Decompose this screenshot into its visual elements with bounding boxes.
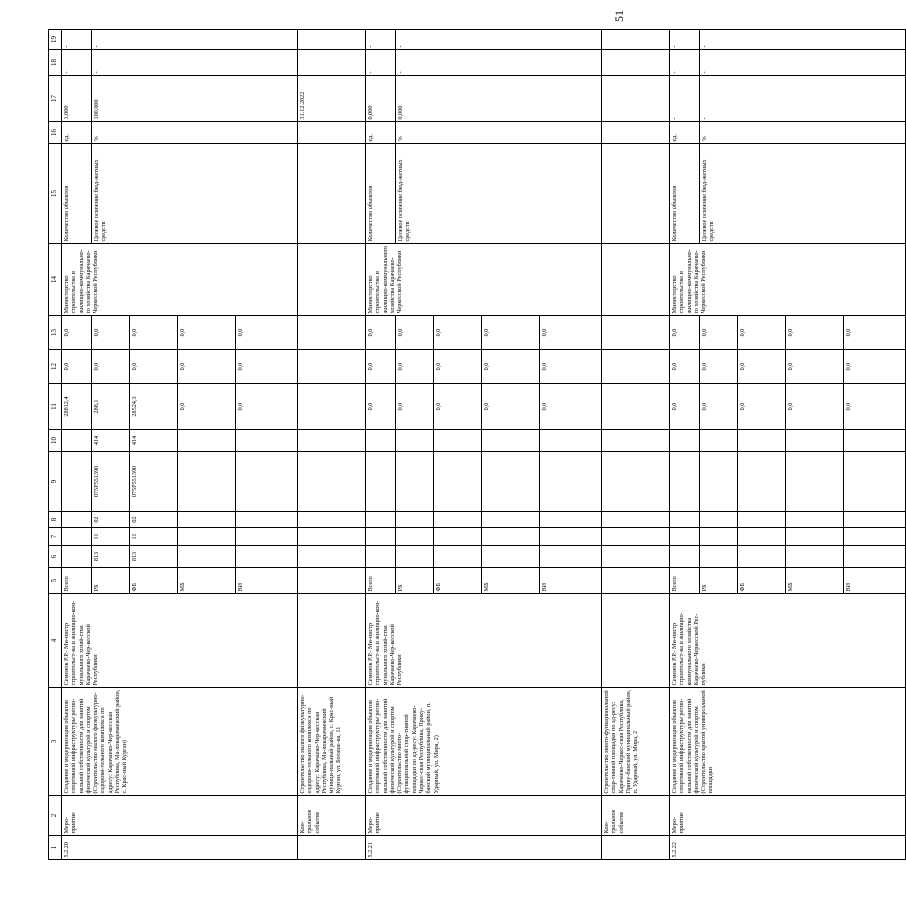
indicator-value: 0,000 [396, 76, 602, 122]
budget-code [236, 512, 298, 528]
amount-cell: 0,0 [434, 350, 482, 384]
budget-code [670, 512, 700, 528]
indicator-value: - [92, 50, 298, 76]
amount-cell: 0,0 [366, 316, 396, 350]
indicator-name: Целевое освоение бюд-жетных средств [92, 144, 298, 244]
budget-code [434, 512, 482, 528]
budget-code [700, 430, 738, 452]
budget-code [540, 430, 602, 452]
budget-code [738, 512, 786, 528]
budget-code [786, 430, 844, 452]
funding-source: ВИ [236, 568, 298, 594]
empty-cell [602, 30, 670, 50]
amount-cell: 0,0 [236, 384, 298, 430]
budget-code: 414 [130, 430, 178, 452]
empty-cell [298, 30, 366, 50]
amount-cell: 0,0 [92, 316, 130, 350]
budget-code [62, 430, 92, 452]
amount-cell: 0,0 [62, 316, 92, 350]
amount-cell: 0,0 [396, 350, 434, 384]
budget-code [844, 546, 906, 568]
budget-code [366, 452, 396, 512]
budget-code [62, 512, 92, 528]
indicator-value: - [670, 76, 700, 122]
responsible-person: Семенов Р.Р.- Ми-нистр строительст-ва и жилищно-коммунального хозяйства Карачаево-Черкесской Рес-публики [670, 594, 906, 688]
col-header: 5 [49, 568, 62, 594]
budget-code [482, 546, 540, 568]
budget-code [396, 452, 434, 512]
budget-code: 11 [130, 528, 178, 546]
budget-code [178, 430, 236, 452]
col-header: 16 [49, 122, 62, 144]
budget-code [700, 546, 738, 568]
empty-cell [602, 316, 670, 350]
row-number [298, 836, 366, 860]
indicator-unit: ед. [62, 122, 92, 144]
indicator-value: - [366, 50, 396, 76]
amount-cell: 0,0 [130, 316, 178, 350]
empty-cell [298, 316, 366, 350]
indicator-value: 1,000 [62, 76, 92, 122]
indicator-value: - [700, 30, 906, 50]
funding-source: РБ [700, 568, 738, 594]
funding-source: ВИ [540, 568, 602, 594]
indicator-name: Количество объектов [366, 144, 396, 244]
col-header: 10 [49, 430, 62, 452]
budget-code [482, 512, 540, 528]
indicator-unit: % [700, 122, 906, 144]
empty-cell [602, 384, 670, 430]
empty-cell [298, 528, 366, 546]
col-header: 19 [49, 30, 62, 50]
indicator-value: - [62, 30, 92, 50]
budget-code [844, 512, 906, 528]
indicator-name: Количество объектов [670, 144, 700, 244]
budget-code: 02 [130, 512, 178, 528]
budget-code [62, 452, 92, 512]
indicator-value: - [670, 50, 700, 76]
budget-code [786, 528, 844, 546]
amount-cell: 0,0 [366, 350, 396, 384]
amount-cell: 0,0 [178, 384, 236, 430]
indicator-name: Целевое освоение бюд-жетных средств [700, 144, 906, 244]
col-header: 6 [49, 546, 62, 568]
amount-cell: 0,0 [844, 316, 906, 350]
indicator-value: - [366, 30, 396, 50]
row-type: Меро-приятие [62, 796, 298, 836]
indicator-value: - [62, 50, 92, 76]
empty-cell [602, 528, 670, 546]
empty-cell [602, 244, 670, 316]
amount-cell: 0,0 [670, 316, 700, 350]
amount-cell: 0,0 [92, 350, 130, 384]
col-header: 12 [49, 350, 62, 384]
budget-code [62, 546, 92, 568]
budget-code [236, 528, 298, 546]
budget-code [540, 512, 602, 528]
budget-code [236, 452, 298, 512]
budget-code [786, 452, 844, 512]
funding-source: ФБ [130, 568, 178, 594]
empty-cell [298, 512, 366, 528]
amount-cell: 0,0 [540, 316, 602, 350]
amount-cell: 0,0 [434, 316, 482, 350]
amount-cell: 0,0 [738, 350, 786, 384]
budget-code [844, 528, 906, 546]
responsible-person: Семенов Р.Р.- Ми-нистр строительст-ва и жилищно-ком-мунального хозяй-ства Карачаево-Чер-кесской Республики [62, 594, 298, 688]
amount-cell: 28524,3 [130, 384, 178, 430]
budget-code [700, 452, 738, 512]
empty-cell [602, 144, 670, 244]
row-number: 5.2.21 [366, 836, 602, 860]
budget-code [396, 430, 434, 452]
indicator-unit: ед. [670, 122, 700, 144]
budget-code: 02 [92, 512, 130, 528]
budget-code [178, 546, 236, 568]
indicator-unit: ед. [366, 122, 396, 144]
budget-code [700, 512, 738, 528]
budget-code [844, 430, 906, 452]
funding-source: РБ [92, 568, 130, 594]
budget-code: 414 [92, 430, 130, 452]
col-header: 7 [49, 528, 62, 546]
budget-code [670, 546, 700, 568]
col-header: 13 [49, 316, 62, 350]
budget-code [62, 528, 92, 546]
row-number: 5.2.20 [62, 836, 298, 860]
amount-cell: 0,0 [130, 350, 178, 384]
amount-cell: 0,0 [700, 384, 738, 430]
col-header: 17 [49, 76, 62, 122]
budget-code: 11 [92, 528, 130, 546]
budget-code [366, 512, 396, 528]
amount-cell: 0,0 [178, 350, 236, 384]
table-row [298, 30, 366, 860]
col-header: 14 [49, 244, 62, 316]
row-number: 5.2.22 [670, 836, 906, 860]
budget-code [844, 452, 906, 512]
funding-source: ВИ [844, 568, 906, 594]
indicator-name: Целевое освоение бюд-жетных средств [396, 144, 602, 244]
row-type: Кон-трольное событие [602, 796, 670, 836]
empty-cell [602, 568, 670, 594]
amount-cell: 0,0 [434, 384, 482, 430]
budget-code: 813 [92, 546, 130, 568]
col-header: 4 [49, 594, 62, 688]
control-date: 31.12.2022 [298, 76, 366, 122]
row-description: Строительство малого физкультурно-оздорови-тельного комплекса по адресу: Карачаево-Чер-кесская Республика, Ма-локарачаевский муници-пальный район, с. Крас-ный Курган, ул. Боташе-ва, 11 [298, 688, 366, 796]
program-table [48, 29, 906, 860]
amount-cell: 0,0 [236, 316, 298, 350]
amount-cell: 0,0 [178, 316, 236, 350]
budget-code [178, 512, 236, 528]
row-number [602, 836, 670, 860]
budget-code [482, 452, 540, 512]
budget-code [738, 430, 786, 452]
empty-cell [298, 452, 366, 512]
table-row [62, 30, 92, 860]
budget-code: 075P551390 [92, 452, 130, 512]
empty-cell [298, 384, 366, 430]
indicator-value: 100,000 [92, 76, 298, 122]
empty-cell [298, 546, 366, 568]
empty-cell [298, 244, 366, 316]
funding-source: ФБ [738, 568, 786, 594]
row-type: Меро-приятие [670, 796, 906, 836]
table-row [366, 30, 396, 860]
funding-source: Всего [366, 568, 396, 594]
empty-cell [602, 452, 670, 512]
budget-code [396, 528, 434, 546]
budget-code [366, 430, 396, 452]
empty-cell [602, 594, 670, 688]
budget-code [738, 452, 786, 512]
indicator-value: - [670, 30, 700, 50]
indicator-unit: % [396, 122, 602, 144]
amount-cell: 0,0 [670, 350, 700, 384]
amount-cell: 0,0 [670, 384, 700, 430]
amount-cell: 0,0 [786, 384, 844, 430]
indicator-value: - [396, 30, 602, 50]
col-header: 8 [49, 512, 62, 528]
indicator-unit: % [92, 122, 298, 144]
budget-code [482, 528, 540, 546]
rotated-page [48, 30, 852, 860]
control-date [602, 76, 670, 122]
empty-cell [298, 144, 366, 244]
budget-code [178, 452, 236, 512]
amount-cell: 0,0 [844, 350, 906, 384]
responsible-person: Семенов Р.Р.- Ми-нистр строительст-ва и жилищно-ком-мунального хозяй-ства Карачаево-Чер-кесской Республики [366, 594, 602, 688]
budget-code [236, 430, 298, 452]
amount-cell: 28812,4 [62, 384, 92, 430]
budget-code [434, 528, 482, 546]
budget-code [540, 452, 602, 512]
budget-code [434, 452, 482, 512]
budget-code: 813 [130, 546, 178, 568]
amount-cell: 0,0 [786, 350, 844, 384]
amount-cell: 0,0 [540, 350, 602, 384]
amount-cell: 288,1 [92, 384, 130, 430]
budget-code: 075P551390 [130, 452, 178, 512]
executor: Министерство строительства и жилищно-коммунально-го хозяйства Карачаево-Черкесской Республики [670, 244, 906, 316]
budget-code [786, 512, 844, 528]
funding-source: РБ [396, 568, 434, 594]
empty-cell [298, 430, 366, 452]
funding-source: МБ [178, 568, 236, 594]
col-header: 15 [49, 144, 62, 244]
budget-code [236, 546, 298, 568]
amount-cell: 0,0 [482, 384, 540, 430]
amount-cell: 0,0 [62, 350, 92, 384]
budget-code [738, 546, 786, 568]
budget-code [434, 430, 482, 452]
empty-cell [602, 122, 670, 144]
funding-source: МБ [482, 568, 540, 594]
budget-code [670, 430, 700, 452]
amount-cell: 0,0 [700, 350, 738, 384]
row-type: Кон-трольное событие [298, 796, 366, 836]
amount-cell: 0,0 [786, 316, 844, 350]
amount-cell: 0,0 [700, 316, 738, 350]
col-header: 11 [49, 384, 62, 430]
empty-cell [602, 430, 670, 452]
amount-cell: 0,0 [396, 384, 434, 430]
col-header: 18 [49, 50, 62, 76]
amount-cell: 0,0 [236, 350, 298, 384]
funding-source: Всего [670, 568, 700, 594]
empty-cell [298, 350, 366, 384]
budget-code [700, 528, 738, 546]
column-number-row [49, 30, 62, 860]
row-description: Создание и модернизация объектов спортивной инфраструктуры регио-нальной собственности для занятий физической культурой и спортом (Строительство крытой универсальной площадки [670, 688, 906, 796]
row-type: Меро-приятие [366, 796, 602, 836]
budget-code [786, 546, 844, 568]
budget-code [540, 546, 602, 568]
amount-cell: 0,0 [738, 384, 786, 430]
executor: Министерство строительства и жилищно-коммунального хозяйства Карачаево-Черкесской Республики [366, 244, 602, 316]
amount-cell: 0,0 [738, 316, 786, 350]
indicator-value: - [700, 50, 906, 76]
amount-cell: 0,0 [482, 350, 540, 384]
budget-code [670, 452, 700, 512]
empty-cell [602, 350, 670, 384]
indicator-value: - [396, 50, 602, 76]
budget-code [434, 546, 482, 568]
col-header: 1 [49, 836, 62, 860]
funding-source: ФБ [434, 568, 482, 594]
empty-cell [298, 594, 366, 688]
amount-cell: 0,0 [540, 384, 602, 430]
indicator-value: 0,000 [366, 76, 396, 122]
col-header: 3 [49, 688, 62, 796]
row-description: Строительство много-функциональной спор-тивной площадки по ад-ресу: Карачаево-Черкес-ская Республика, Прику-банский муниципальный район, п. Ударный, ул. Мира, 2 [602, 688, 670, 796]
empty-cell [298, 50, 366, 76]
budget-code [396, 512, 434, 528]
budget-code [178, 528, 236, 546]
empty-cell [602, 546, 670, 568]
budget-code [670, 528, 700, 546]
empty-cell [602, 512, 670, 528]
budget-code [482, 430, 540, 452]
funding-source: Всего [62, 568, 92, 594]
amount-cell: 0,0 [482, 316, 540, 350]
budget-code [738, 528, 786, 546]
empty-cell [298, 568, 366, 594]
table-row [602, 30, 670, 860]
page-number: 51 [612, 10, 626, 22]
amount-cell: 0,0 [396, 316, 434, 350]
row-description: Создание и модернизация объектов спортивной инфраструктуры регио-нальной собственности для занятий физической культурой и спортом (Строительство много-функциональной спор-тивной площадки по ад-ресу: Карачаево-Черкес-ская Республика, Прику-банский муниципальный район, п. Ударный, ул. Мира, 2) [366, 688, 602, 796]
budget-code [366, 546, 396, 568]
empty-cell [298, 122, 366, 144]
indicator-name: Количество объектов [62, 144, 92, 244]
indicator-value: - [92, 30, 298, 50]
indicator-value: - [700, 76, 906, 122]
executor: Министерство строительства и жилищно-коммунально-го хозяйства Карачаево-Черкесской Республики [62, 244, 298, 316]
table-row [670, 30, 700, 860]
amount-cell: 0,0 [844, 384, 906, 430]
amount-cell: 0,0 [366, 384, 396, 430]
row-description: Создание и модернизация объектов спортивной инфраструктуры регио-нальной собственности для занятий физической культурой и спортом (Строительство малого физкультурно-оздорови-тельного комплекса по адресу: Карачаево-Чер-кесская Республика, Ма-локарачаевский район, с. Крас-ный Курган) [62, 688, 298, 796]
budget-code [396, 546, 434, 568]
col-header: 9 [49, 452, 62, 512]
col-header: 2 [49, 796, 62, 836]
budget-code [366, 528, 396, 546]
empty-cell [602, 50, 670, 76]
budget-code [540, 528, 602, 546]
funding-source: МБ [786, 568, 844, 594]
